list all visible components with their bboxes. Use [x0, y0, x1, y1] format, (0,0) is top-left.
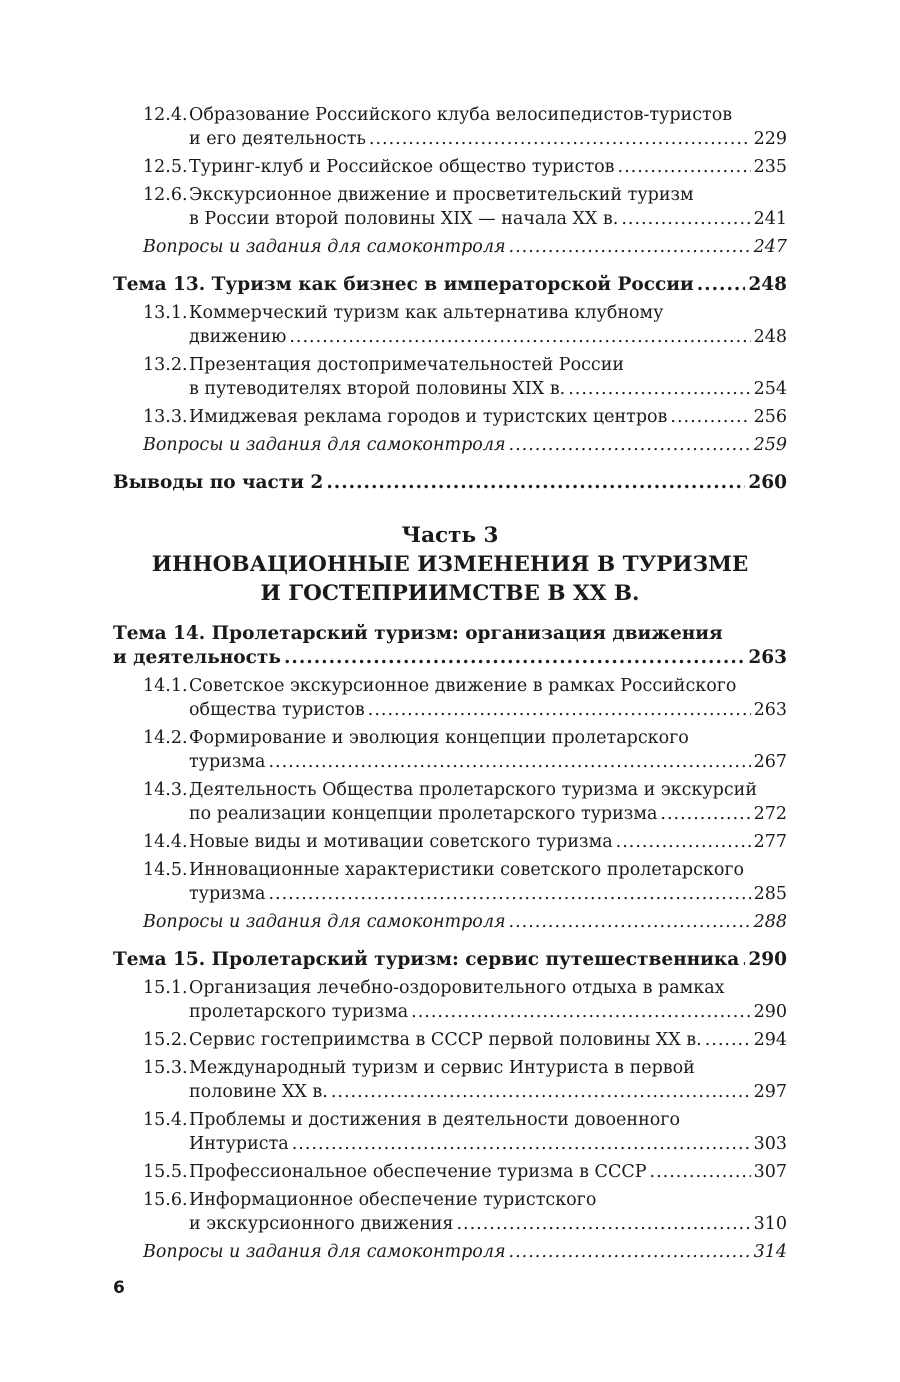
- toc-entry-title-line: и его деятельность: [189, 129, 366, 149]
- toc-topic: [113, 948, 787, 972]
- toc-entry-last-line: [189, 750, 787, 774]
- toc-entry-row: [143, 183, 787, 231]
- toc-subsection: [113, 405, 787, 429]
- toc-entry-number: 12.6.: [143, 185, 188, 205]
- toc-entry-last-line: [143, 433, 787, 457]
- toc-subsection: [113, 778, 787, 826]
- toc-entry-last-line: [189, 882, 787, 906]
- toc-page-number: 248: [753, 327, 787, 347]
- toc-entry-number: 12.4.: [143, 105, 188, 125]
- toc-page-number: 288: [753, 912, 787, 932]
- toc-entry-last-line: [189, 1000, 787, 1024]
- toc-entry-body: [189, 778, 787, 826]
- toc-topic: [113, 273, 787, 297]
- toc-entry-row: [143, 103, 787, 151]
- dot-leader: [284, 646, 745, 670]
- toc-entry-body: [113, 948, 787, 972]
- toc-entry-title-line: Советское экскурсионное движение в рамках Российского: [189, 676, 737, 696]
- toc-entry-body: [113, 622, 787, 670]
- toc-page-number: 272: [753, 804, 787, 824]
- toc-topic: [113, 622, 787, 670]
- toc-subsection: [113, 1028, 787, 1052]
- toc-page-number: 277: [753, 832, 787, 852]
- toc-entry-row: [113, 273, 787, 297]
- toc-entry-title-line: Деятельность Общества пролетарского туризма и экскурсий: [189, 780, 757, 800]
- toc-entry-title-line: Туринг-клуб и Российское общество туристов: [189, 157, 615, 177]
- toc-entry-row: [143, 1160, 787, 1184]
- toc-entry-row: [143, 1056, 787, 1104]
- toc-entry-last-line: [189, 1080, 787, 1104]
- toc-entry-body: [189, 726, 787, 774]
- dot-leader: [509, 235, 751, 259]
- toc-entry-number: 12.5.: [143, 157, 188, 177]
- toc-entry-title-line: Тема 14. Пролетарский туризм: организация движения: [113, 623, 723, 644]
- toc-entry-number: 13.3.: [143, 407, 188, 427]
- toc-entry-title-line: Профессиональное обеспечение туризма в СССР: [189, 1162, 647, 1182]
- toc-entry-body: [189, 1108, 787, 1156]
- dot-leader: [509, 1240, 751, 1264]
- toc-entry-title-line: Образование Российского клуба велосипедистов-туристов: [189, 105, 733, 125]
- toc-entry-number: 13.1.: [143, 303, 188, 323]
- toc-entry-body: [189, 405, 787, 429]
- toc-entry-last-line: [189, 1212, 787, 1236]
- toc-entry-row: [143, 301, 787, 349]
- toc-entry-row: [143, 433, 787, 457]
- toc-page-number: 263: [753, 700, 787, 720]
- toc-entry-last-line: [189, 377, 787, 401]
- toc-entry-number: 14.4.: [143, 832, 188, 852]
- toc-entry-body: [143, 910, 787, 934]
- toc-subsection: [113, 1056, 787, 1104]
- toc-entry-number: 15.1.: [143, 978, 188, 998]
- toc-entry-last-line: [113, 273, 787, 297]
- toc-entry-row: [143, 674, 787, 722]
- table-of-contents: [113, 99, 787, 1264]
- toc-entry-row: [143, 1028, 787, 1052]
- toc-review-questions: [113, 910, 787, 934]
- toc-review-questions: [113, 235, 787, 259]
- toc-entry-row: [143, 1108, 787, 1156]
- toc-entry-title-line: общества туристов: [189, 700, 365, 720]
- dot-leader: [705, 1028, 751, 1052]
- toc-entry-body: [189, 1160, 787, 1184]
- toc-entry-title-line: Коммерческий туризм как альтернатива клубному: [189, 303, 664, 323]
- toc-entry-row: [143, 235, 787, 259]
- toc-entry-row: [143, 353, 787, 401]
- toc-entry-row: [143, 858, 787, 906]
- dot-leader: [368, 698, 751, 722]
- part-heading: [113, 521, 787, 608]
- toc-entry-title-line: Международный туризм и сервис Интуриста в первой: [189, 1058, 695, 1078]
- toc-entry-last-line: [113, 471, 787, 495]
- toc-page-number: 290: [748, 949, 787, 970]
- toc-entry-body: [113, 471, 787, 495]
- toc-entry-title-line: в России второй половины XIX — начала XX в.: [189, 209, 619, 229]
- toc-entry-last-line: [143, 1240, 787, 1264]
- part-label: Часть 3: [401, 523, 499, 548]
- toc-entry-row: [143, 976, 787, 1024]
- toc-entry-last-line: [189, 127, 787, 151]
- toc-page-number: 303: [753, 1134, 787, 1154]
- toc-entry-number: 15.3.: [143, 1058, 188, 1078]
- toc-entry-body: [143, 235, 787, 259]
- toc-subsection: [113, 858, 787, 906]
- toc-subsection: [113, 726, 787, 774]
- page-number: 6: [113, 1278, 125, 1298]
- toc-section-part3: [113, 622, 787, 1264]
- toc-entry-last-line: [189, 325, 787, 349]
- toc-entry-body: [189, 830, 787, 854]
- toc-entry-number: 13.2.: [143, 355, 188, 375]
- toc-entry-row: [143, 1240, 787, 1264]
- toc-entry-body: [189, 103, 787, 151]
- toc-page-number: 259: [753, 435, 787, 455]
- toc-entry-body: [143, 433, 787, 457]
- toc-entry-number: 14.2.: [143, 728, 188, 748]
- toc-entry-last-line: [189, 1160, 787, 1184]
- toc-entry-last-line: [113, 646, 787, 670]
- toc-entry-row: [143, 830, 787, 854]
- toc-entry-title-line: туризма: [189, 884, 266, 904]
- toc-entry-number: 15.5.: [143, 1162, 188, 1182]
- toc-entry-title-line: Презентация достопримечательностей России: [189, 355, 625, 375]
- toc-entry-last-line: [189, 698, 787, 722]
- toc-entry-title-line: туризма: [189, 752, 266, 772]
- toc-entry-last-line: [189, 1028, 787, 1052]
- toc-entry-body: [189, 858, 787, 906]
- toc-entry-last-line: [189, 830, 787, 854]
- toc-subsection: [113, 976, 787, 1024]
- toc-page-number: 290: [753, 1002, 787, 1022]
- toc-entry-title-line: Формирование и эволюция концепции пролетарского: [189, 728, 689, 748]
- toc-page-number: 314: [753, 1242, 787, 1262]
- toc-subsection: [113, 301, 787, 349]
- toc-entry-number: 14.3.: [143, 780, 188, 800]
- toc-entry-title-line: в путеводителях второй половины XIX в.: [189, 379, 566, 399]
- toc-entry-title-line: Тема 13. Туризм как бизнес в императорской России: [113, 274, 694, 295]
- dot-leader: [369, 127, 751, 151]
- toc-entry-title-line: Организация лечебно-оздоровительного отдыха в рамках: [189, 978, 725, 998]
- toc-page-number: 229: [753, 129, 787, 149]
- toc-subsection: [113, 183, 787, 231]
- toc-entry-body: [189, 183, 787, 231]
- toc-entry-row: [143, 405, 787, 429]
- part-title-line1: ИННОВАЦИОННЫЕ ИЗМЕНЕНИЯ В ТУРИЗМЕ: [151, 552, 749, 577]
- toc-entry-title-line: Вопросы и задания для самоконтроля: [143, 435, 506, 455]
- toc-entry-last-line: [189, 207, 787, 231]
- toc-entry-title-line: Сервис гостеприимства в СССР первой половины XX в.: [189, 1030, 702, 1050]
- toc-entry-row: [113, 471, 787, 495]
- toc-entry-body: [189, 976, 787, 1024]
- toc-page-number: 267: [753, 752, 787, 772]
- toc-entry-title-line: Тема 15. Пролетарский туризм: сервис путешественника: [113, 949, 740, 970]
- dot-leader: [331, 1080, 751, 1104]
- toc-entry-body: [113, 273, 787, 297]
- toc-entry-body: [189, 155, 787, 179]
- dot-leader: [289, 325, 750, 349]
- dot-leader: [411, 1000, 750, 1024]
- toc-entry-title-line: Экскурсионное движение и просветительский туризм: [189, 185, 694, 205]
- toc-entry-last-line: [189, 802, 787, 826]
- dot-leader: [621, 207, 750, 231]
- toc-entry-title-line: Вопросы и задания для самоконтроля: [143, 1242, 506, 1262]
- toc-entry-body: [143, 1240, 787, 1264]
- toc-entry-last-line: [143, 910, 787, 934]
- toc-entry-title-line: половине XX в.: [189, 1082, 328, 1102]
- toc-entry-title-line: Инновационные характеристики советского пролетарского: [189, 860, 745, 880]
- toc-page-number: 285: [753, 884, 787, 904]
- dot-leader: [509, 433, 751, 457]
- toc-page-number: 263: [748, 647, 787, 668]
- toc-entry-number: 15.4.: [143, 1110, 188, 1130]
- toc-subsection: [113, 1188, 787, 1236]
- toc-section-part2: [113, 103, 787, 495]
- toc-subsection: [113, 1160, 787, 1184]
- toc-entry-title-line: и деятельность: [113, 647, 281, 668]
- toc-subsection: [113, 1108, 787, 1156]
- dot-leader: [618, 155, 751, 179]
- dot-leader: [650, 1160, 751, 1184]
- toc-entry-last-line: [113, 948, 787, 972]
- dot-leader: [568, 377, 750, 401]
- dot-leader: [326, 471, 745, 495]
- toc-entry-title-line: Выводы по части 2: [113, 472, 324, 493]
- toc-entry-title-line: и экскурсионного движения: [189, 1214, 454, 1234]
- dot-leader: [292, 1132, 751, 1156]
- toc-page-number: 241: [753, 209, 787, 229]
- toc-page-number: 297: [753, 1082, 787, 1102]
- toc-entry-body: [189, 301, 787, 349]
- toc-entry-row: [143, 910, 787, 934]
- toc-page-number: 307: [753, 1162, 787, 1182]
- dot-leader: [616, 830, 751, 854]
- toc-entry-body: [189, 674, 787, 722]
- toc-entry-number: 15.2.: [143, 1030, 188, 1050]
- toc-topic: [113, 471, 787, 495]
- toc-entry-last-line: [189, 155, 787, 179]
- toc-review-questions: [113, 1240, 787, 1264]
- toc-entry-row: [113, 948, 787, 972]
- toc-page-number: 260: [748, 472, 787, 493]
- toc-entry-title-line: Вопросы и задания для самоконтроля: [143, 237, 506, 257]
- dot-leader: [456, 1212, 750, 1236]
- toc-page-number: 256: [753, 407, 787, 427]
- toc-subsection: [113, 155, 787, 179]
- dot-leader: [509, 910, 751, 934]
- toc-page-number: 248: [748, 274, 787, 295]
- toc-entry-title-line: Проблемы и достижения в деятельности довоенного: [189, 1110, 680, 1130]
- toc-entry-row: [143, 1188, 787, 1236]
- dot-leader: [268, 750, 750, 774]
- toc-subsection: [113, 830, 787, 854]
- toc-page-number: 247: [753, 237, 787, 257]
- toc-subsection: [113, 103, 787, 151]
- toc-entry-title-line: Новые виды и мотивации советского туризма: [189, 832, 613, 852]
- toc-entry-body: [189, 1188, 787, 1236]
- toc-review-questions: [113, 433, 787, 457]
- toc-entry-number: 14.1.: [143, 676, 188, 696]
- toc-entry-body: [189, 1056, 787, 1104]
- toc-entry-number: 15.6.: [143, 1190, 188, 1210]
- toc-entry-row: [113, 622, 787, 670]
- dot-leader: [670, 405, 750, 429]
- toc-entry-title-line: Интуриста: [189, 1134, 289, 1154]
- toc-entry-last-line: [189, 405, 787, 429]
- toc-entry-title-line: пролетарского туризма: [189, 1002, 409, 1022]
- dot-leader: [660, 802, 750, 826]
- toc-entry-last-line: [143, 235, 787, 259]
- toc-page-number: 294: [753, 1030, 787, 1050]
- toc-entry-row: [143, 155, 787, 179]
- dot-leader: [268, 882, 750, 906]
- toc-entry-body: [189, 353, 787, 401]
- toc-page-number: 235: [753, 157, 787, 177]
- toc-subsection: [113, 674, 787, 722]
- toc-entry-row: [143, 778, 787, 826]
- toc-entry-title-line: Имиджевая реклама городов и туристских центров: [189, 407, 668, 427]
- toc-page-number: 254: [753, 379, 787, 399]
- toc-entry-title-line: движению: [189, 327, 287, 347]
- toc-subsection: [113, 353, 787, 401]
- dot-leader: [697, 273, 746, 297]
- toc-page-number: 310: [753, 1214, 787, 1234]
- toc-entry-last-line: [189, 1132, 787, 1156]
- toc-entry-row: [143, 726, 787, 774]
- toc-entry-number: 14.5.: [143, 860, 188, 880]
- part-title-line2: И ГОСТЕПРИИМСТВЕ В XX В.: [260, 581, 640, 606]
- toc-entry-title-line: Информационное обеспечение туристского: [189, 1190, 597, 1210]
- toc-entry-title-line: по реализации концепции пролетарского туризма: [189, 804, 658, 824]
- dot-leader: [742, 948, 745, 972]
- toc-entry-title-line: Вопросы и задания для самоконтроля: [143, 912, 506, 932]
- toc-entry-body: [189, 1028, 787, 1052]
